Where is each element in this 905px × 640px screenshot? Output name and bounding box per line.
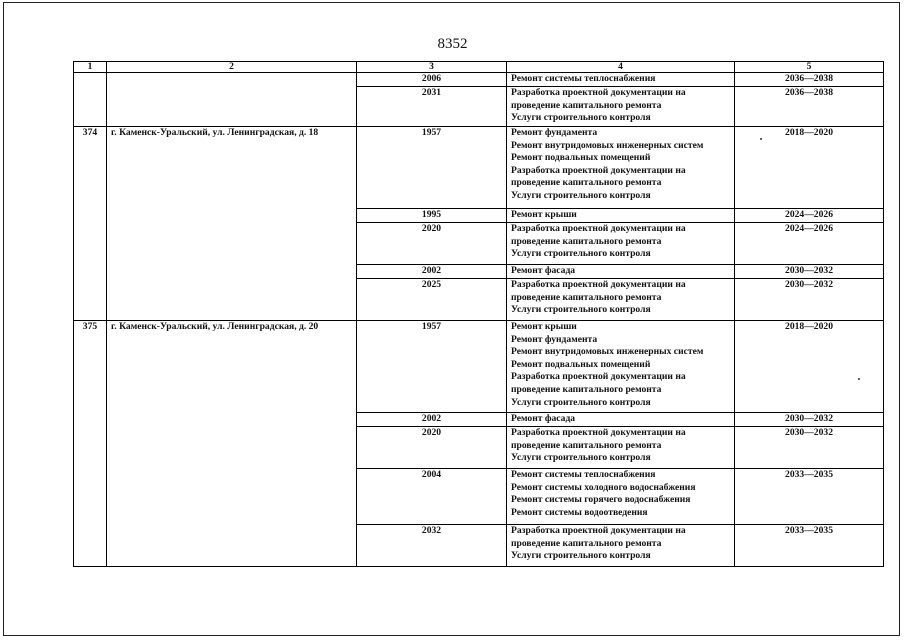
- work-type-line: Ремонт крыши: [511, 321, 577, 332]
- work-type-line: проведение капитального ремонта: [511, 537, 662, 549]
- work-type-line: Ремонт внутридомовых инженерных систем: [511, 139, 704, 151]
- scan-speck: [858, 378, 860, 380]
- work-types-cell: [507, 127, 735, 209]
- planned-period-cell: 2030—2032: [735, 427, 884, 469]
- year-cell: 1957: [357, 127, 507, 209]
- year-cell: 2032: [357, 525, 507, 567]
- work-types-cell: [507, 413, 735, 427]
- column-header: 4: [507, 62, 735, 73]
- capital-repair-table: [73, 61, 884, 567]
- planned-period-cell: 2018—2020: [735, 321, 884, 413]
- work-type-line: Разработка проектной документации на: [511, 371, 686, 383]
- building-address-cell: [107, 73, 357, 127]
- work-type-line: Разработка проектной документации на: [511, 427, 686, 438]
- building-number-cell: 375: [74, 321, 107, 567]
- work-types-cell: [507, 73, 735, 87]
- work-type-line: Разработка проектной документации на: [511, 279, 686, 290]
- building-number-cell: [74, 73, 107, 127]
- scan-speck: [760, 138, 762, 140]
- work-type-line: Услуги строительного контроля: [511, 112, 651, 124]
- year-cell: 2002: [357, 413, 507, 427]
- year-cell: 2020: [357, 427, 507, 469]
- work-type-line: Ремонт внутридомовых инженерных систем: [511, 346, 704, 358]
- column-header: 1: [74, 62, 107, 73]
- year-cell: 2006: [357, 73, 507, 87]
- year-cell: 2020: [357, 223, 507, 265]
- work-types-cell: [507, 279, 735, 321]
- planned-period-cell: 2033—2035: [735, 525, 884, 567]
- table-row: [74, 127, 884, 209]
- work-types-cell: [507, 427, 735, 469]
- year-cell: 1995: [357, 209, 507, 223]
- planned-period-cell: 2036—2038: [735, 73, 884, 87]
- work-types-cell: [507, 209, 735, 223]
- column-header: 2: [107, 62, 357, 73]
- table-row: [74, 321, 884, 413]
- work-type-line: Ремонт фундамента: [511, 127, 598, 138]
- work-type-line: проведение капитального ремонта: [511, 291, 662, 303]
- planned-period-cell: 2018—2020: [735, 127, 884, 209]
- year-cell: 2002: [357, 265, 507, 279]
- work-type-line: Ремонт системы теплоснабжения: [511, 469, 656, 480]
- work-types-cell: [507, 265, 735, 279]
- work-type-line: Услуги строительного контроля: [511, 550, 651, 562]
- planned-period-cell: 2030—2032: [735, 279, 884, 321]
- work-type-line: Ремонт крыши: [511, 209, 577, 220]
- page-number: 8352: [437, 36, 468, 52]
- work-type-line: проведение капитального ремонта: [511, 383, 662, 395]
- column-header: 3: [357, 62, 507, 73]
- planned-period-cell: 2033—2035: [735, 469, 884, 525]
- planned-period-cell: 2024—2026: [735, 209, 884, 223]
- work-type-line: Ремонт системы горячего водоснабжения: [511, 494, 691, 506]
- table-row: [74, 73, 884, 87]
- planned-period-cell: 2024—2026: [735, 223, 884, 265]
- planned-period-cell: 2030—2032: [735, 413, 884, 427]
- building-address-cell: г. Каменск-Уральский, ул. Ленинградская, д. 18: [107, 127, 357, 321]
- work-type-line: проведение капитального ремонта: [511, 235, 662, 247]
- work-type-line: Разработка проектной документации на: [511, 525, 686, 536]
- year-cell: 2004: [357, 469, 507, 525]
- work-type-line: Услуги строительного контроля: [511, 304, 651, 316]
- work-types-cell: [507, 321, 735, 413]
- building-address-cell: г. Каменск-Уральский, ул. Ленинградская, д. 20: [107, 321, 357, 567]
- planned-period-cell: 2030—2032: [735, 265, 884, 279]
- work-type-line: проведение капитального ремонта: [511, 99, 662, 111]
- work-type-line: Услуги строительного контроля: [511, 248, 651, 260]
- work-type-line: Ремонт подвальных помещений: [511, 358, 651, 370]
- column-number-row: [74, 62, 884, 73]
- work-type-line: Ремонт фасада: [511, 265, 576, 276]
- work-type-line: Ремонт системы холодного водоснабжения: [511, 481, 696, 493]
- work-type-line: проведение капитального ремонта: [511, 177, 662, 189]
- table-body: [74, 73, 884, 567]
- work-type-line: Ремонт фасада: [511, 413, 576, 424]
- work-type-line: Разработка проектной документации на: [511, 223, 686, 234]
- year-cell: 1957: [357, 321, 507, 413]
- planned-period-cell: 2036—2038: [735, 87, 884, 127]
- year-cell: 2025: [357, 279, 507, 321]
- work-type-line: Разработка проектной документации на: [511, 164, 686, 176]
- work-type-line: Ремонт фундамента: [511, 333, 598, 345]
- building-number-cell: 374: [74, 127, 107, 321]
- work-type-line: Услуги строительного контроля: [511, 396, 651, 408]
- work-type-line: проведение капитального ремонта: [511, 439, 662, 451]
- column-header: 5: [735, 62, 884, 73]
- work-type-line: Услуги строительного контроля: [511, 452, 651, 464]
- work-type-line: Разработка проектной документации на: [511, 87, 686, 98]
- work-type-line: Ремонт системы теплоснабжения: [511, 73, 656, 84]
- work-types-cell: [507, 525, 735, 567]
- work-types-cell: [507, 223, 735, 265]
- work-type-line: Ремонт подвальных помещений: [511, 152, 651, 164]
- work-types-cell: [507, 87, 735, 127]
- year-cell: 2031: [357, 87, 507, 127]
- work-types-cell: [507, 469, 735, 525]
- work-type-line: Ремонт системы водоотведения: [511, 506, 648, 518]
- work-type-line: Услуги строительного контроля: [511, 189, 651, 201]
